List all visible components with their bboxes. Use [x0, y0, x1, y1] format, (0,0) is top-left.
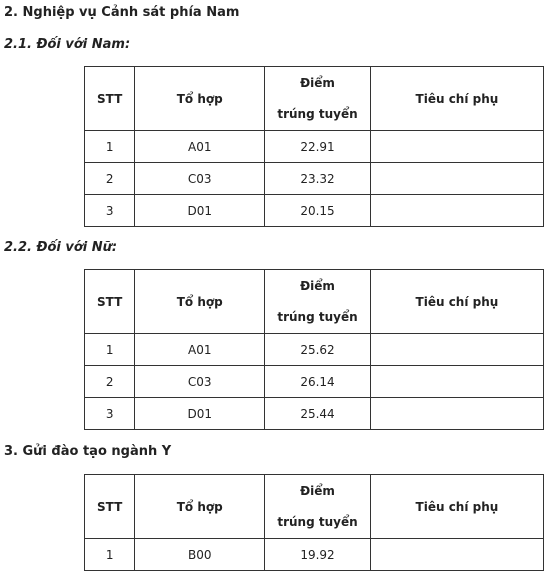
cell-stt: 1 [85, 131, 135, 163]
subsection-title: 2.1. Đối với Nam: [4, 37, 131, 52]
cell-extra-criteria [370, 334, 543, 366]
header-combination: Tổ hợp [135, 67, 265, 131]
cell-score: 26.14 [265, 366, 371, 398]
subsection-title: 2.2. Đối với Nữ: [4, 240, 118, 255]
header-stt: STT [85, 270, 135, 334]
cell-combination: D01 [135, 195, 265, 227]
cell-combination: A01 [135, 334, 265, 366]
header-extra-criteria: Tiêu chí phụ [370, 270, 543, 334]
header-score-line1: Điểm [300, 278, 335, 293]
table-header-row [85, 270, 544, 334]
table-row [85, 539, 544, 571]
cell-score: 23.32 [265, 163, 371, 195]
section-title: 3. Gửi đào tạo ngành Y [4, 444, 172, 459]
cell-extra-criteria [370, 163, 543, 195]
header-score [265, 270, 371, 334]
cell-score: 25.62 [265, 334, 371, 366]
header-combination: Tổ hợp [135, 270, 265, 334]
cell-combination: A01 [135, 131, 265, 163]
table-header-row [85, 475, 544, 539]
cell-score: 20.15 [265, 195, 371, 227]
cell-extra-criteria [370, 398, 543, 430]
cell-combination: B00 [135, 539, 265, 571]
section-title: 2. Nghiệp vụ Cảnh sát phía Nam [4, 5, 240, 20]
score-table [84, 474, 544, 571]
header-score [265, 475, 371, 539]
table-row [85, 195, 544, 227]
table-row [85, 398, 544, 430]
header-score-line1: Điểm [300, 75, 335, 90]
cell-stt: 2 [85, 366, 135, 398]
header-score [265, 67, 371, 131]
cell-stt: 3 [85, 398, 135, 430]
header-score-line2: trúng tuyển [277, 309, 358, 324]
header-extra-criteria: Tiêu chí phụ [370, 475, 543, 539]
header-score-line2: trúng tuyển [277, 514, 358, 529]
score-table [84, 269, 544, 430]
cell-combination: C03 [135, 366, 265, 398]
cell-extra-criteria [370, 131, 543, 163]
table-row [85, 334, 544, 366]
cell-extra-criteria [370, 539, 543, 571]
table-header-row [85, 67, 544, 131]
cell-extra-criteria [370, 366, 543, 398]
cell-stt: 3 [85, 195, 135, 227]
cell-combination: C03 [135, 163, 265, 195]
header-score-line2: trúng tuyển [277, 106, 358, 121]
score-table [84, 66, 544, 227]
cell-stt: 1 [85, 334, 135, 366]
header-stt: STT [85, 67, 135, 131]
header-extra-criteria: Tiêu chí phụ [370, 67, 543, 131]
header-stt: STT [85, 475, 135, 539]
cell-extra-criteria [370, 195, 543, 227]
cell-stt: 2 [85, 163, 135, 195]
cell-combination: D01 [135, 398, 265, 430]
header-score-line1: Điểm [300, 483, 335, 498]
table-row [85, 163, 544, 195]
cell-stt: 1 [85, 539, 135, 571]
table-row [85, 366, 544, 398]
cell-score: 25.44 [265, 398, 371, 430]
cell-score: 19.92 [265, 539, 371, 571]
table-row [85, 131, 544, 163]
cell-score: 22.91 [265, 131, 371, 163]
header-combination: Tổ hợp [135, 475, 265, 539]
